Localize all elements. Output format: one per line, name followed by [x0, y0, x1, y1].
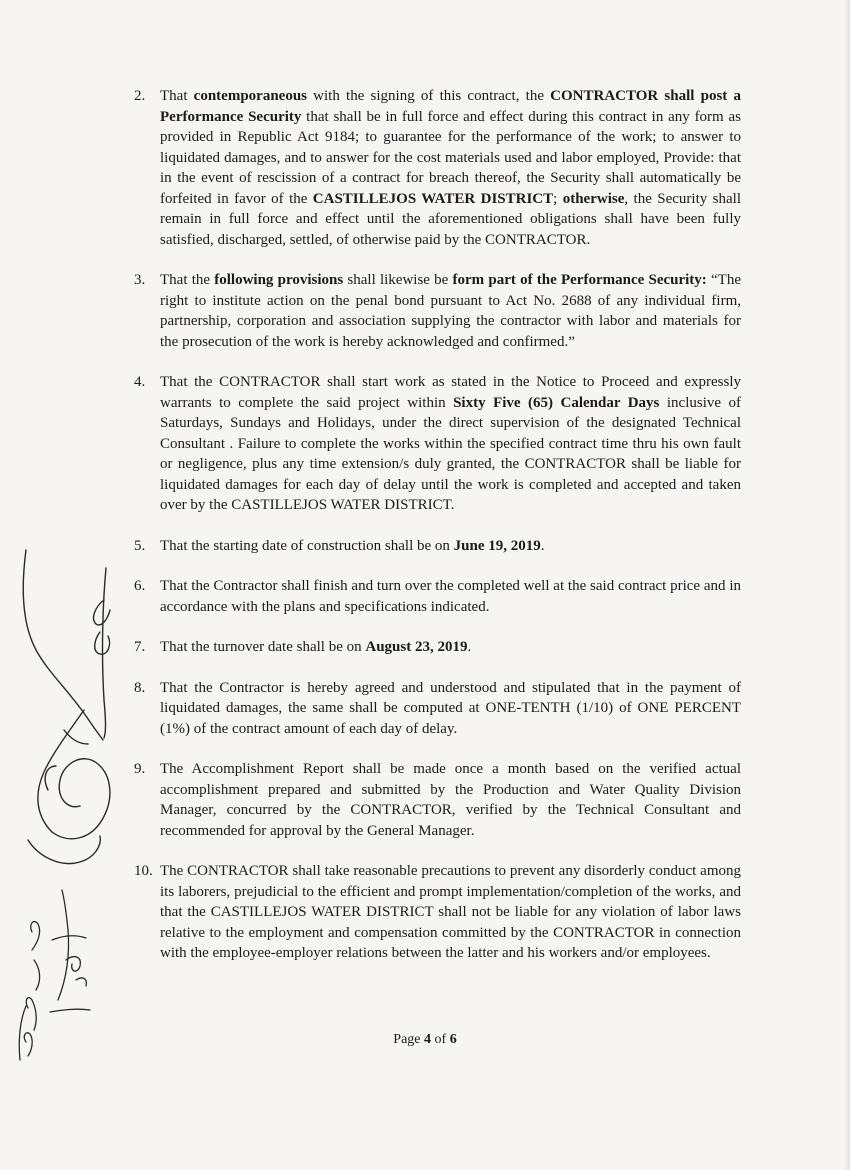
- clause-text: [160, 538, 545, 554]
- clause-bold-text: CASTILLEJOS WATER DISTRICT: [312, 190, 554, 207]
- clause-number: 2.: [134, 88, 146, 104]
- clause-bold-text: otherwise: [562, 190, 625, 207]
- page-separator: of: [431, 1032, 450, 1047]
- clause-run-text: That: [160, 88, 194, 104]
- clause-run-text: .: [467, 639, 472, 655]
- clause-7: [134, 637, 741, 658]
- clause-run-text: “The right to institute action on the penal bond pursuant to Act No. 2688 of any individual firm, partnership, corporation and association supplying the contractor with labor and materials for the prosecution of the work is hereby acknowledged and confirmed.”: [160, 272, 741, 350]
- clause-number: 9.: [134, 761, 146, 777]
- clause-number: 3.: [134, 272, 146, 288]
- page-current: 4: [424, 1032, 432, 1047]
- clause-text: [160, 863, 741, 961]
- clause-bold-text: Sixty Five (65) Calendar Days: [453, 394, 660, 411]
- clause-5: [134, 536, 741, 557]
- clause-run-text: that shall be in full force and effect during this contract in any form as provided in Republic Act 9184; to guarantee for the performance of the work; to answer to liquidated damages, and to answer for the cost materials used and labor employed, Provide: that in the event of rescission of a contract for breach thereof, the Security shall automatically be forfeited in favor of the: [160, 108, 741, 207]
- clause-8: [134, 678, 741, 740]
- clause-run-text: That the turnover date shall be on: [160, 639, 366, 655]
- clause-bold-text: June 19, 2019: [453, 537, 541, 554]
- clause-bold-text: form part of the Performance Security:: [452, 272, 707, 288]
- clause-9: [134, 759, 741, 841]
- clause-run-text: That the Contractor shall finish and turn over the completed well at the said contract price and in accordance with the plans and specifications indicated.: [160, 578, 741, 615]
- clause-number: 10.: [134, 863, 153, 879]
- page-total: 6: [449, 1032, 457, 1047]
- page-label: Page: [393, 1032, 425, 1047]
- clause-number: 6.: [134, 578, 146, 594]
- clause-number: 7.: [134, 639, 146, 655]
- clause-6: [134, 576, 741, 617]
- clause-10: [134, 861, 741, 964]
- clause-run-text: inclusive of Saturdays, Sundays and Holidays, under the direct supervision of the designated Technical Consultant . Failure to complete the works within the specified contract time thru his own fault or negligence, plus any time extension/s duly granted, the CONTRACTOR shall be liable for liquidated damages for each day of delay until the work is completed and accepted and taken over by the CASTILLEJOS WATER DISTRICT.: [160, 394, 741, 513]
- clause-run-text: with the signing of this contract, the: [307, 88, 551, 104]
- clause-bold-text: following provisions: [214, 272, 344, 288]
- clause-run-text: shall likewise be: [343, 272, 453, 288]
- contract-clauses: [134, 86, 741, 984]
- clause-run-text: .: [540, 537, 545, 554]
- clause-text: [160, 761, 741, 839]
- clause-number: 8.: [134, 679, 146, 696]
- clause-run-text: The CONTRACTOR shall take reasonable precautions to prevent any disorderly conduct among its laborers, prejudicial to the efficient and prompt implementation/completion of the works, and that the CASTILLEJOS WATER DISTRICT shall not be liable for any violation of labor laws relative to the employment and compensation committed by the CONTRACTOR in connection with the employee-employer relations between the latter and his workers and/or employees.: [160, 863, 741, 961]
- clause-run-text: That the Contractor is hereby agreed and understood and stipulated that in the payment of liquidated damages, the same shall be computed at ONE-TENTH (1/10) of ONE PERCENT (1%) of the contract amount of each day of delay.: [160, 679, 741, 737]
- clause-3: [134, 270, 741, 352]
- clause-run-text: , the Security shall remain in full force and effect until the aforementioned obligations shall have been fully satisfied, discharged, settled, of otherwise paid by the CONTRACTOR.: [160, 190, 741, 248]
- signature-initials-upper: [8, 540, 128, 880]
- clause-run-text: ;: [553, 190, 563, 207]
- clause-text: [160, 272, 741, 350]
- clause-text: [160, 578, 741, 615]
- clause-text: [160, 374, 741, 513]
- clause-number: 5.: [134, 537, 146, 554]
- clause-bold-text: contemporaneous: [193, 88, 307, 104]
- clause-4: [134, 372, 741, 516]
- clause-2: [134, 86, 741, 250]
- clause-bold-text: August 23, 2019: [365, 639, 468, 655]
- clause-run-text: The Accomplishment Report shall be made once a month based on the verified actual accomplishment prepared and submitted by the Production and Water Quality Division Manager, concurred by the CONTRACTOR, verified by the Technical Consultant and recommended for approval by the General Manager.: [160, 761, 741, 839]
- clause-text: [160, 88, 741, 248]
- scan-edge-shadow: [844, 0, 850, 1170]
- clause-run-text: That the: [160, 272, 215, 288]
- clause-run-text: That the CONTRACTOR shall start work as stated in the Notice to Proceed and expressly warrants to complete the said project within: [160, 374, 741, 411]
- clause-bold-text: CONTRACTOR shall post a Performance Security: [160, 88, 741, 125]
- clause-text: [160, 639, 471, 655]
- clause-text: [160, 680, 741, 737]
- clause-number: 4.: [134, 374, 146, 390]
- clause-run-text: That the starting date of construction shall be on: [160, 537, 454, 554]
- page-footer: [0, 1032, 850, 1048]
